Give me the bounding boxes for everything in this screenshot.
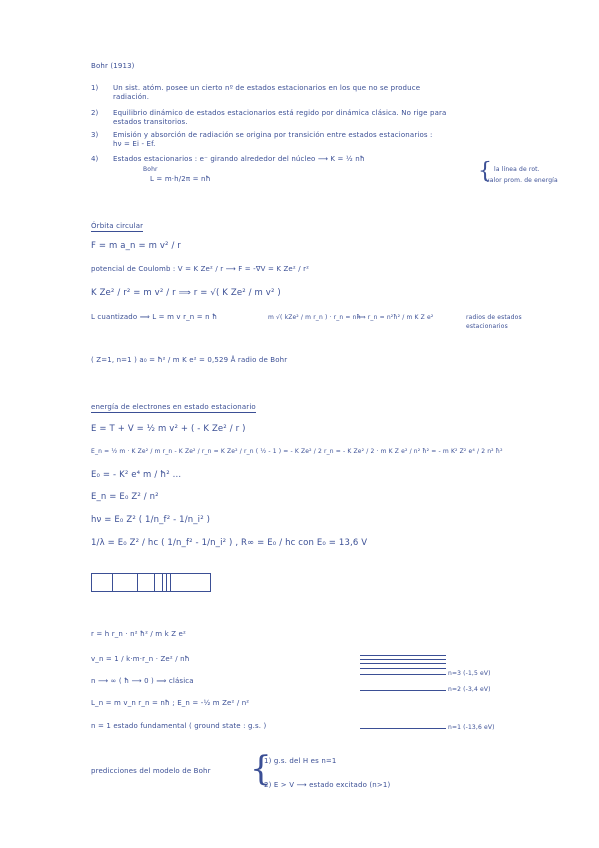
formula-line: L cuantizado ⟹ L = m v r_n = n ħ bbox=[91, 313, 218, 321]
formula-line: L_n = m v_n r_n = nħ ; E_n = -½ m Ze² / n² bbox=[91, 699, 250, 707]
formula-right: ⟹ r_n = n²ħ² / m K Z e² bbox=[357, 314, 434, 321]
formula-line: E_n = ½ m · K Ze² / m r_n - K Ze² / r_n = K Ze² / r_n ( ½ - 1 ) = - K Ze² / 2 r_n = - K Ze² / 2 · m K Z e² / n² ħ² = - m K² Z² e⁴ / 2 n² ħ² bbox=[91, 448, 503, 455]
side-note: estacionarios bbox=[466, 323, 508, 330]
side-note: radios de estados bbox=[466, 314, 522, 321]
page-title: Bohr (1913) bbox=[91, 62, 135, 70]
formula-middle: m √( kZe² / m r_n ) · r_n = nħ bbox=[268, 314, 361, 321]
postulate-number: 2) bbox=[91, 109, 99, 117]
prediction-item: 2) E > V ⟶ estado excitado (n>1) bbox=[264, 781, 391, 789]
formula-line: E = T + V = ½ m v² + ( - K Ze² / r ) bbox=[91, 424, 246, 434]
energy-level-line bbox=[360, 668, 446, 669]
postulate-number: 3) bbox=[91, 131, 99, 139]
energy-level-line-n3 bbox=[360, 674, 446, 675]
predictions-label: predicciones del modelo de Bohr bbox=[91, 767, 211, 775]
postulate-number: 1) bbox=[91, 84, 99, 92]
energy-level-line bbox=[360, 655, 446, 656]
postulate-text-cont: estados transitorios. bbox=[113, 118, 188, 126]
postulate-text: Un sist. atóm. posee un cierto nº de estados estacionarios en los que no se produce bbox=[113, 84, 421, 92]
postulate-text: Estados estacionarios : e⁻ girando alrededor del núcleo ⟶ K = ½ nħ bbox=[113, 155, 365, 163]
energy-level-line-n2 bbox=[360, 690, 446, 691]
predictions-brace: { bbox=[250, 749, 272, 789]
formula-line: F = m a_n = m v² / r bbox=[91, 241, 181, 251]
formula-line: 1/λ = E₀ Z² / hc ( 1/n_f² - 1/n_i² ) , R∞ = E₀ / hc con E₀ = 13,6 V bbox=[91, 538, 368, 548]
formula-line: r = h r_n · n² ħ² / m k Z e² bbox=[91, 630, 186, 638]
postulate-text: Equilibrio dinámico de estados estacionarios está regido por dinámica clásica. No rige para bbox=[113, 109, 447, 117]
formula-line: n = 1 estado fundamental ( ground state : g.s. ) bbox=[91, 722, 267, 730]
formula-line: K Ze² / r² = m v² / r ⟹ r = √( K Ze² / m v² ) bbox=[91, 288, 281, 298]
side-note: la línea de rot. bbox=[494, 166, 540, 173]
postulate-text: Emisión y absorción de radiación se origina por transición entre estados estacionarios : bbox=[113, 131, 433, 139]
postulate-formula: L = m·h/2π = nħ bbox=[150, 175, 211, 183]
note-brace: { bbox=[478, 159, 492, 184]
bohr-small-note: Bohr bbox=[143, 166, 158, 173]
section-heading-orbit: Órbita circular bbox=[91, 222, 144, 230]
formula-line: ( Z=1, n=1 ) a₀ = ħ² / m K e² = 0,529 Å radio de Bohr bbox=[91, 356, 288, 364]
formula-line: hν = E₀ Z² ( 1/n_f² - 1/n_i² ) bbox=[91, 515, 211, 525]
side-note: valor prom. de energía bbox=[486, 177, 558, 184]
formula-line: n ⟶ ∞ ( ħ ⟶ 0 ) ⟹ clásica bbox=[91, 677, 194, 685]
postulate-text-cont: radiación. bbox=[113, 93, 150, 101]
formula-line: E_n = E₀ Z² / n² bbox=[91, 492, 159, 502]
section-heading-energy: energía de electrones en estado estacionario bbox=[91, 403, 256, 411]
energy-level-label: n=2 (-3,4 eV) bbox=[448, 686, 491, 693]
energy-level-line bbox=[360, 659, 446, 660]
postulate-number: 4) bbox=[91, 155, 99, 163]
energy-level-line bbox=[360, 663, 446, 664]
postulate-text-cont: hν = Ei - Ef. bbox=[113, 140, 156, 148]
formula-line: v_n = 1 / k·m·r_n · Ze² / nħ bbox=[91, 655, 190, 663]
energy-level-label: n=3 (-1,5 eV) bbox=[448, 670, 491, 677]
formula-line: potencial de Coulomb : V = K Ze² / r ⟶ F = -∇V = K Ze² / r² bbox=[91, 265, 310, 273]
prediction-item: 1) g.s. del H es n=1 bbox=[264, 757, 337, 765]
formula-line: E₀ = - K² e⁴ m / ħ² ... bbox=[91, 470, 182, 480]
drawn-box-row bbox=[91, 573, 211, 592]
energy-level-line-n1 bbox=[360, 728, 446, 729]
energy-level-label: n=1 (-13,6 eV) bbox=[448, 724, 495, 731]
